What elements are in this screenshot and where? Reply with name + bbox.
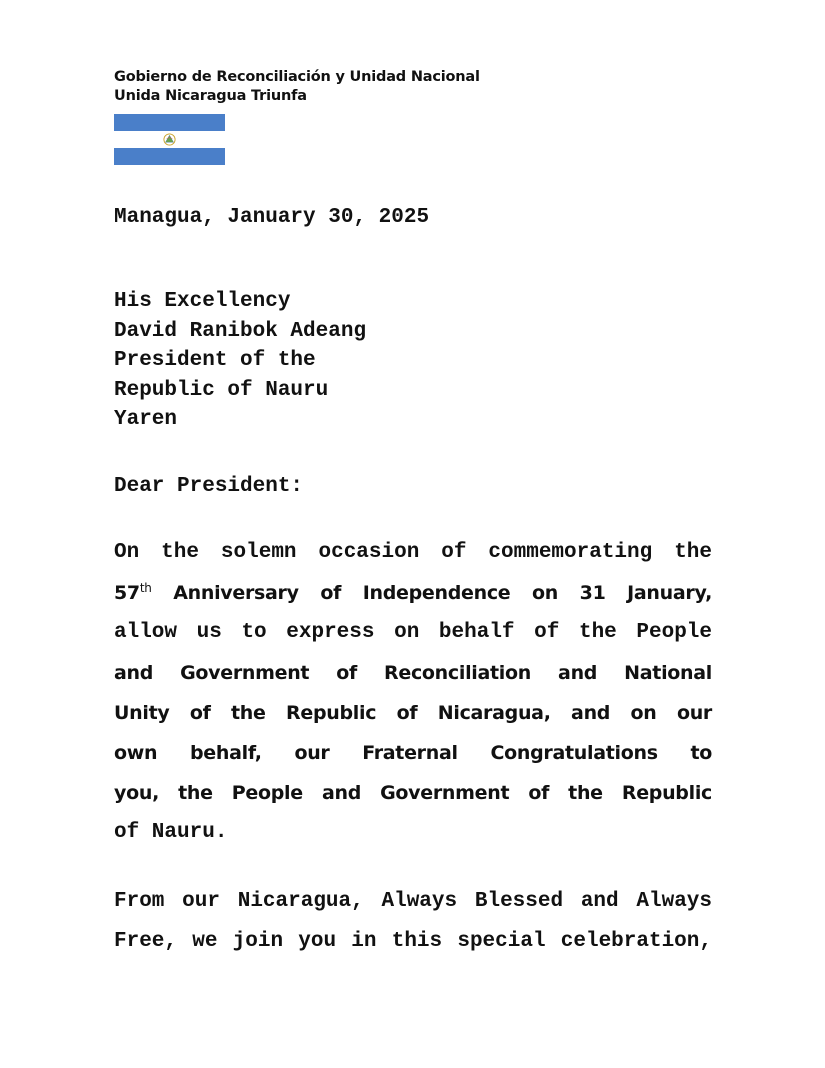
- body-paragraph-2: [114, 882, 712, 962]
- paragraph-line: From our Nicaragua, Always Blessed and Always: [114, 890, 712, 913]
- government-name: Gobierno de Reconciliación y Unidad Nacional: [114, 69, 480, 85]
- paragraph-line: allow us to express on behalf of the People: [114, 621, 712, 644]
- letterhead: [114, 68, 480, 106]
- paragraph-line: own behalf, our Fraternal Congratulations to: [114, 742, 712, 764]
- flag-bottom-stripe: [114, 148, 225, 165]
- paragraph-line: you, the People and Government of the Republic: [114, 782, 712, 804]
- paragraph-line: and Government of Reconciliation and National: [114, 662, 712, 684]
- recipient-city: Yaren: [114, 408, 178, 431]
- paragraph-line: Unity of the Republic of Nicaragua, and on our: [114, 702, 712, 724]
- paragraph-line: of Nauru.: [114, 821, 228, 844]
- government-motto: Unida Nicaragua Triunfa: [114, 88, 307, 104]
- ordinal-suffix: th: [139, 581, 152, 595]
- paragraph-line: On the solemn occasion of commemorating the: [114, 541, 712, 564]
- recipient-title-line2: Republic of Nauru: [114, 378, 329, 402]
- flag-top-stripe: [114, 114, 225, 131]
- anniversary-text: Anniversary of Independence on 31 January,: [151, 582, 712, 604]
- recipient-name: David Ranibok Adeang: [114, 319, 367, 343]
- paragraph-line: Free, we join you in this special celebration,: [114, 930, 712, 953]
- body-paragraph-1: [114, 533, 712, 853]
- paragraph-line: [114, 573, 712, 613]
- recipient-honorific: His Excellency: [114, 290, 291, 313]
- anniversary-number: 57: [114, 582, 140, 604]
- recipient-title-line1: President of the: [114, 349, 316, 372]
- letter-date: Managua, January 30, 2025: [114, 206, 430, 229]
- salutation: Dear President:: [114, 475, 304, 498]
- recipient-address: [114, 287, 366, 435]
- nicaragua-flag: [114, 114, 225, 165]
